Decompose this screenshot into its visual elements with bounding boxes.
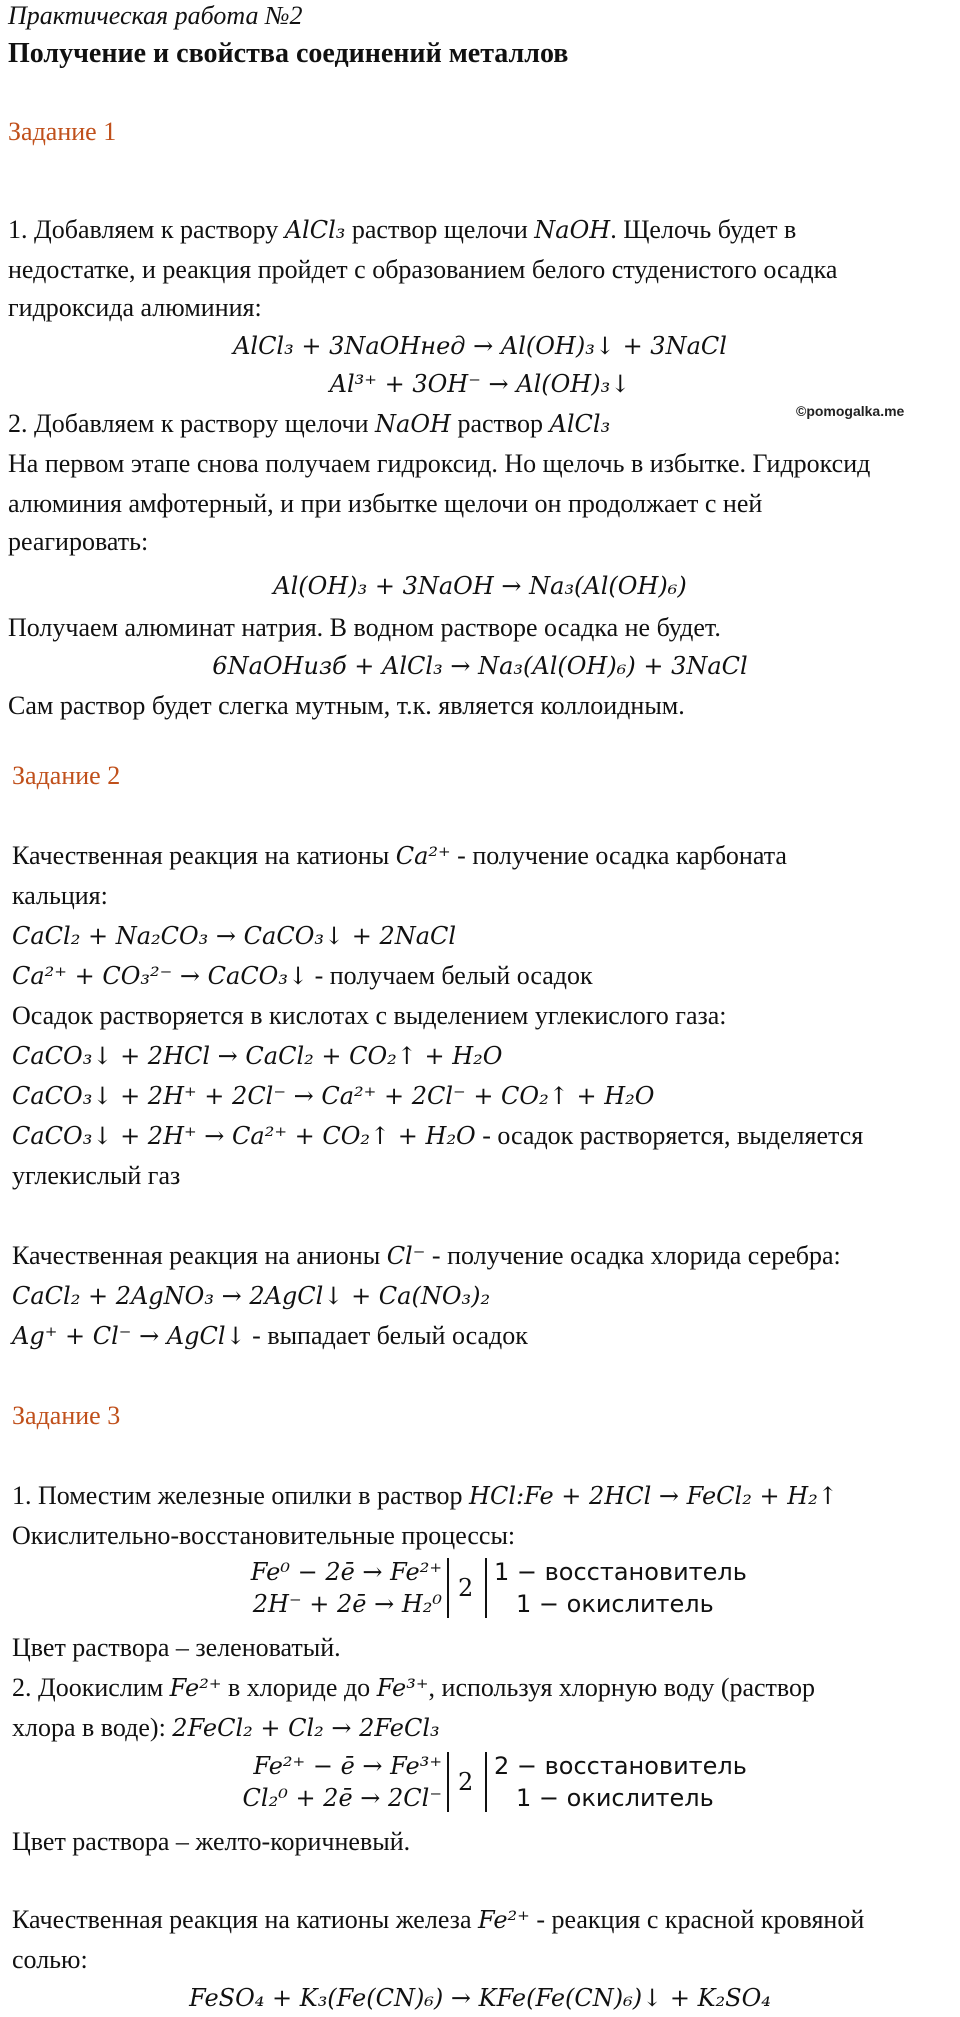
task-3-paragraph-6-line-2: солью: xyxy=(12,1945,88,1974)
text: 1. Поместим железные опилки в раствор xyxy=(12,1481,470,1510)
formula: Fe²⁺ xyxy=(478,1906,530,1934)
text: - получение осадка хлорида серебра: xyxy=(425,1241,841,1270)
text: 1. Добавляем к раствору xyxy=(8,215,285,244)
formula: Cl⁻ xyxy=(386,1242,426,1270)
role-label: 1 − окислитель xyxy=(516,1590,714,1618)
task-3-paragraph-5: Цвет раствора – желто-коричневый. xyxy=(12,1827,411,1856)
task-2-paragraph-1-line-1 xyxy=(12,838,787,874)
redox-2-right xyxy=(494,1750,747,1814)
formula: Fe²⁺ xyxy=(169,1674,222,1702)
text: раствор щелочи xyxy=(345,215,535,244)
task-3-paragraph-4-line-1 xyxy=(12,1670,815,1706)
task-1-heading: Задание 1 xyxy=(8,117,117,146)
task-2-equation-4: CaCO₃↓ + 2H⁺ + 2Cl⁻ → Ca²⁺ + 2Cl⁻ + CO₂↑ + H₂O xyxy=(12,1082,655,1110)
text: Качественная реакция на анионы xyxy=(12,1241,387,1270)
task-1-paragraph-5: Сам раствор будет слегка мутным, т.к. является коллоидным. xyxy=(8,691,685,720)
text: в хлориде до xyxy=(221,1673,377,1702)
task-1-equation-4: 6NaOHизб + AlCl₃ → Na₃(Al(OH)₆) + 3NaCl xyxy=(212,652,748,680)
task-1-paragraph-3-line-2: алюминия амфотерный, и при избытке щелочи он продолжает с ней xyxy=(8,489,763,518)
task-3-paragraph-2: Окислительно-восстановительные процессы: xyxy=(12,1521,516,1550)
formula: HCl:Fe + 2HCl → FeCl₂ + H₂↑ xyxy=(469,1482,838,1510)
redox-1-right xyxy=(494,1556,747,1620)
half-reaction: Cl₂⁰ + 2ē → 2Cl⁻ xyxy=(242,1784,442,1812)
document-subtitle: Практическая работа №2 xyxy=(8,1,303,30)
task-3-paragraph-3: Цвет раствора – зеленоватый. xyxy=(12,1633,341,1662)
task-3-paragraph-1 xyxy=(12,1478,838,1514)
text: - осадок растворяется, выделяется xyxy=(475,1121,864,1150)
task-1-paragraph-2 xyxy=(8,406,610,442)
text: - получаем белый осадок xyxy=(308,961,593,990)
task-1-paragraph-3-line-1: На первом этапе снова получаем гидроксид. Но щелочь в избытке. Гидроксид xyxy=(8,449,871,478)
formula: Ag⁺ + Cl⁻ → AgCl↓ xyxy=(12,1322,246,1350)
task-2-paragraph-1-line-2: кальция: xyxy=(12,881,108,910)
electron-count: 2 xyxy=(458,1768,474,1796)
text: - получение осадка карбоната xyxy=(450,841,787,870)
half-reaction: 2H⁻ + 2ē → H₂⁰ xyxy=(252,1590,442,1618)
task-2-paragraph-3 xyxy=(12,1238,841,1274)
formula: Ca²⁺ + CO₃²⁻ → CaCO₃↓ xyxy=(12,962,309,990)
divider-bar xyxy=(447,1752,449,1812)
task-3-final-equation: FeSO₄ + K₃(Fe(CN)₆) → KFe(Fe(CN)₆)↓ + K₂SO₄ xyxy=(189,1984,771,2012)
task-2-equation-1: CaCl₂ + Na₂CO₃ → CaCO₃↓ + 2NaCl xyxy=(12,922,457,950)
watermark: ©pomogalka.me xyxy=(796,403,905,419)
task-2-equation-7-line xyxy=(12,1318,528,1354)
text: - выпадает белый осадок xyxy=(245,1321,528,1350)
text: 2. Доокислим xyxy=(12,1673,170,1702)
formula: NaOH xyxy=(375,410,451,438)
divider-bar xyxy=(485,1752,487,1812)
redox-1-left xyxy=(251,1556,442,1620)
task-2-paragraph-2: Осадок растворяется в кислотах с выделением углекислого газа: xyxy=(12,1001,727,1030)
electron-count: 2 xyxy=(458,1574,474,1602)
task-1-equation-1: AlCl₃ + 3NaOHнед → Al(OH)₃↓ + 3NaCl xyxy=(233,332,727,360)
task-1-paragraph-1-line-1 xyxy=(8,212,796,248)
task-1-paragraph-3-line-3: реагировать: xyxy=(8,527,149,556)
task-1-equation-3: Al(OH)₃ + 3NaOH → Na₃(Al(OH)₆) xyxy=(273,572,687,600)
redox-2-left xyxy=(243,1750,442,1814)
role-label: 1 − окислитель xyxy=(516,1784,714,1812)
text: , используя хлорную воду (раствор xyxy=(428,1673,816,1702)
task-2-equation-5-line-2: углекислый газ xyxy=(12,1161,181,1190)
text: 2. Добавляем к раствору щелочи xyxy=(8,409,376,438)
task-2-equation-5-line xyxy=(12,1118,863,1154)
text: хлора в воде): xyxy=(12,1713,173,1742)
text: раствор xyxy=(450,409,550,438)
formula: AlCl₃ xyxy=(284,216,346,244)
role-label: 2 − восстановитель xyxy=(494,1752,747,1780)
text: . Щелочь будет в xyxy=(610,215,797,244)
task-2-equation-6: CaCl₂ + 2AgNO₃ → 2AgCl↓ + Ca(NO₃)₂ xyxy=(12,1282,491,1310)
text: - реакция с красной кровяной xyxy=(529,1905,865,1934)
formula: 2FeCl₂ + Cl₂ → 2FeCl₃ xyxy=(172,1714,440,1742)
task-2-heading: Задание 2 xyxy=(12,761,121,790)
formula: Fe³⁺ xyxy=(376,1674,429,1702)
task-1-paragraph-1-line-2: недостатке, и реакция пройдет с образованием белого студенистого осадка xyxy=(8,255,838,284)
task-1-equation-2: Al³⁺ + 3OH⁻ → Al(OH)₃↓ xyxy=(329,370,631,398)
text: Качественная реакция на катионы xyxy=(12,841,396,870)
task-1-paragraph-4: Получаем алюминат натрия. В водном растворе осадка не будет. xyxy=(8,613,721,642)
formula: Ca²⁺ xyxy=(395,842,451,870)
half-reaction: Fe⁰ − 2ē → Fe²⁺ xyxy=(250,1558,442,1586)
text: Качественная реакция на катионы железа xyxy=(12,1905,478,1934)
formula: CaCO₃↓ + 2H⁺ → Ca²⁺ + CO₂↑ + H₂O xyxy=(12,1122,476,1150)
role-label: 1 − восстановитель xyxy=(494,1558,747,1586)
half-reaction: Fe²⁺ − ē → Fe³⁺ xyxy=(253,1752,442,1780)
task-3-heading: Задание 3 xyxy=(12,1401,121,1430)
divider-bar xyxy=(447,1558,449,1618)
document-title: Получение и свойства соединений металлов xyxy=(8,38,569,69)
divider-bar xyxy=(485,1558,487,1618)
task-1-paragraph-1-line-3: гидроксида алюминия: xyxy=(8,293,262,322)
task-3-paragraph-6-line-1 xyxy=(12,1902,864,1938)
formula: AlCl₃ xyxy=(549,410,611,438)
task-2-equation-3: CaCO₃↓ + 2HCl → CaCl₂ + CO₂↑ + H₂O xyxy=(12,1042,503,1070)
formula: NaOH xyxy=(534,216,611,244)
task-2-equation-2-line xyxy=(12,958,593,994)
task-3-paragraph-4-line-2 xyxy=(12,1710,440,1746)
